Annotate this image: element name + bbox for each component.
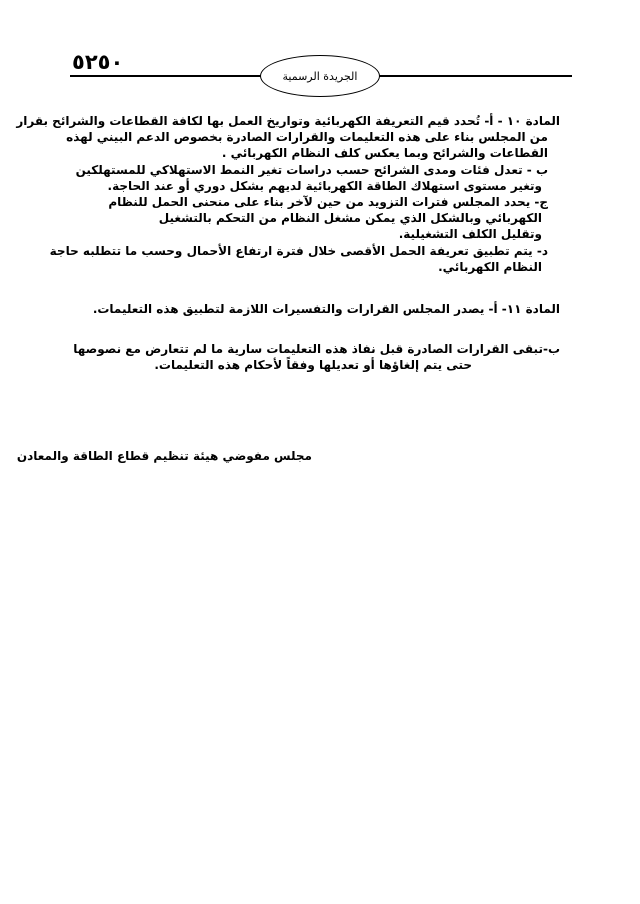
article-10-line: القطاعات والشرائح وبما يعكس كلف النظام الكهربائي . <box>221 146 548 161</box>
article-10 <box>16 113 560 275</box>
article-11-clause-a: المادة ١١- أ- يصدر المجلس القرارات والتفسيرات اللازمة لتطبيق هذه التعليمات. <box>92 302 560 317</box>
publication-badge <box>260 55 380 97</box>
document-body <box>16 113 560 374</box>
article-10-line: من المجلس بناء على هذه التعليمات والقرارات الصادرة بخصوص الدعم البيني لهذه <box>66 130 548 145</box>
article-10-line: وتقليل الكلف التشغيلية. <box>398 227 542 242</box>
article-10-line: النظام الكهربائي. <box>438 259 542 274</box>
signature: مجلس مفوضي هيئة تنظيم قطاع الطاقة والمعادن <box>16 449 312 463</box>
article-10-line: الكهربائي وبالشكل الذي يمكن مشغل النظام من التحكم بالتشغيل <box>158 211 542 226</box>
page-number: ٥٢٥٠ <box>72 50 124 74</box>
article-11-clause-b-continuation: حتى يتم إلغاؤها أو تعديلها وفقاً لأحكام هذه التعليمات. <box>154 358 472 373</box>
article-11 <box>73 301 560 374</box>
publication-title: الجريدة الرسمية <box>282 69 358 83</box>
article-10-line: ب - تعدل فئات ومدى الشرائح حسب دراسات تغير النمط الاستهلاكي للمستهلكين <box>75 162 548 177</box>
article-10-line: د- يتم تطبيق تعريفة الحمل الأقصى خلال فترة ارتفاع الأحمال وحسب ما تتطلبه حاجة <box>49 243 548 258</box>
article-10-line: ج- يحدد المجلس فترات التزويد من حين لآخر بناء على منحنى الحمل للنظام <box>108 195 548 210</box>
article-10-line: وتغير مستوى استهلاك الطاقة الكهربائية لديهم بشكل دوري أو عند الحاجة. <box>107 178 542 193</box>
article-10-line: المادة ١٠ - أ- تُحدد قيم التعريفة الكهربائية وتواريخ العمل بها لكافة القطاعات والشرائح بقرار <box>16 114 560 128</box>
article-11-clause-b: ب-تبقى القرارات الصادرة قبل نفاذ هذه التعليمات سارية ما لم تتعارض مع نصوصها <box>73 342 560 357</box>
